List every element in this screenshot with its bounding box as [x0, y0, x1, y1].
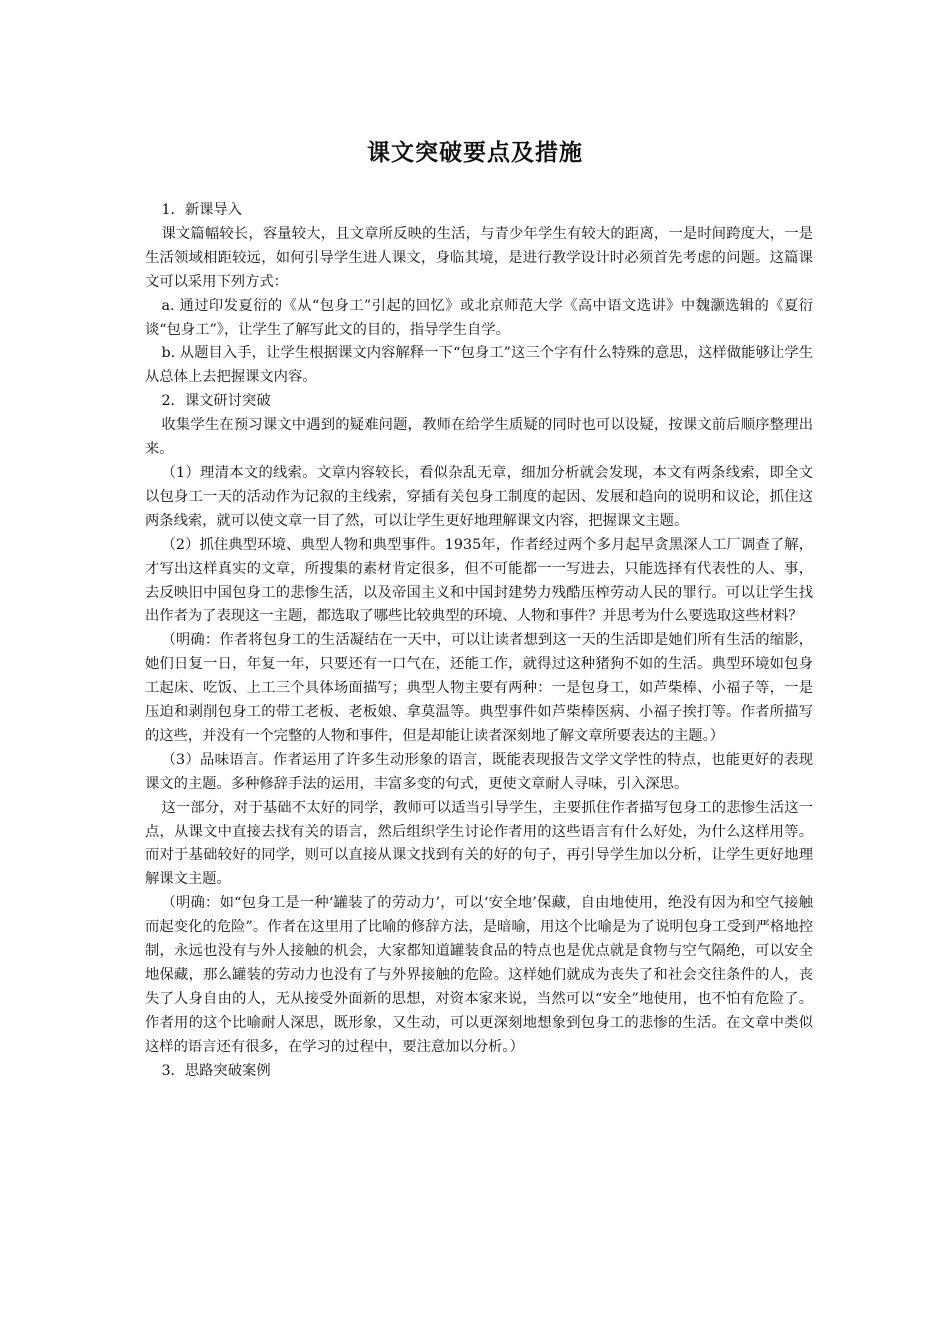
document-body — [145, 199, 813, 1084]
paragraph: （明确：作者将包身工的生活凝结在一天中，可以让读者想到这一天的生活即是她们所有生活的缩影，她们日复一日，年复一年，只要还有一口气在，还能工作，就得过这种猪狗不如的生活。典型环境如包身工起床、吃饭、上工三个具体场面描写；典型人物主要有两种：一是包身工，如芦柴棒、小福子等，一是压迫和剥削包身工的带工老板、老板娘、拿莫温等。典型事件如芦柴棒医病、小福子挨打等。作者所描写的这些，并没有一个完整的人物和事件，但是却能让读者深刻地了解文章所要表达的主题。） — [145, 632, 813, 744]
paragraph: （1）理清本文的线索。文章内容较长，看似杂乱无章，细加分析就会发现，本文有两条线索，即全文以包身工一天的活动作为记叙的主线索，穿插有关包身工制度的起因、发展和趋向的说明和议论，抓住这两条线索，就可以使文章一目了然，可以让学生更好地理解课文内容，把握课文主题。 — [145, 464, 813, 529]
paragraph: （2）抓住典型环境、典型人物和典型事件。1935年，作者经过两个多月起早贪黑深人工厂调查了解，才写出这样真实的文章，所搜集的素材肯定很多，但不可能都一一写进去，只能选择有代表性的人、事，去反映旧中国包身工的悲惨生活，以及帝国主义和中国封建势力残酷压榨劳动人民的罪行。可以让学生找出作者为了表现这一主题，都选取了哪些比较典型的环境、人物和事件？并思考为什么要选取这些材料？ — [145, 536, 813, 625]
paragraph: b. 从题目入手，让学生根据课文内容解释一下“包身工”这三个字有什么特殊的意思，这样做能够让学生从总体上去把握课文内容。 — [145, 345, 813, 386]
paragraph: 课文篇幅较长，容量较大，且文章所反映的生活，与青少年学生有较大的距离，一是时间跨度大，一是生活领域相距较远，如何引导学生进人课文，身临其境，是进行教学设计时必须首先考虑的问题。这篇课文可以采用下列方式： — [145, 225, 813, 290]
section-heading-case-study: 3．思路突破案例 — [161, 1062, 271, 1079]
paragraph: a. 通过印发夏衍的《从“包身工”引起的回忆》或北京师范大学《高中语文选讲》中魏灏选辑的《夏衍谈“包身工”》，让学生了解写此文的目的，指导学生自学。 — [145, 297, 813, 338]
section-heading-text-study: 2．课文研讨突破 — [161, 393, 271, 410]
document-title: 课文突破要点及措施 — [367, 139, 583, 166]
paragraph: （3）品味语言。作者运用了许多生动形象的语言，既能表现报告文学文学性的特点，也能更好的表现课文的主题。多种修辞手法的运用，丰富多变的句式，更使文章耐人寻味，引入深思。 — [145, 751, 813, 792]
paragraph: 收集学生在预习课文中遇到的疑难问题，教师在给学生质疑的同时也可以设疑，按课文前后顺序整理出来。 — [145, 417, 813, 458]
section-heading-new-lesson-intro: 1．新课导入 — [161, 202, 243, 218]
paragraph: 这一部分，对于基础不太好的同学，教师可以适当引导学生，主要抓住作者描写包身工的悲惨生活这一点，从课文中直接去找有关的语言，然后组织学生讨论作者用的这些语言有什么好处，为什么这样用等。而对于基础较好的同学，则可以直接从课文找到有关的好的句子，再引导学生加以分析，让学生更好地理解课文主题。 — [145, 799, 813, 888]
paragraph: （明确：如“包身工是一种‘罐装了的劳动力’，可以‘安全地’保藏，自由地使用，绝没有因为和空气接触而起变化的危险”。作者在这里用了比喻的修辞方法，是暗喻，用这个比喻是为了说明包身工受到严格地控制，永远也没有与外人接触的机会，大家都知道罐装食品的特点也是优点就是食物与空气隔绝，可以安全地保藏，那么罐装的劳动力也没有了与外界接触的危险。这样她们就成为丧失了和社会交往条件的人，丧失了人身自由的人，无从接受外面新的思想，对资本家来说，当然可以“安全”地使用，也不怕有危险了。作者用的这个比喻耐人深思，既形象，又生动，可以更深刻地想象到包身工的悲惨的生活。在文章中类似这样的语言还有很多，在学习的过程中，要注意加以分析。） — [145, 895, 813, 1055]
